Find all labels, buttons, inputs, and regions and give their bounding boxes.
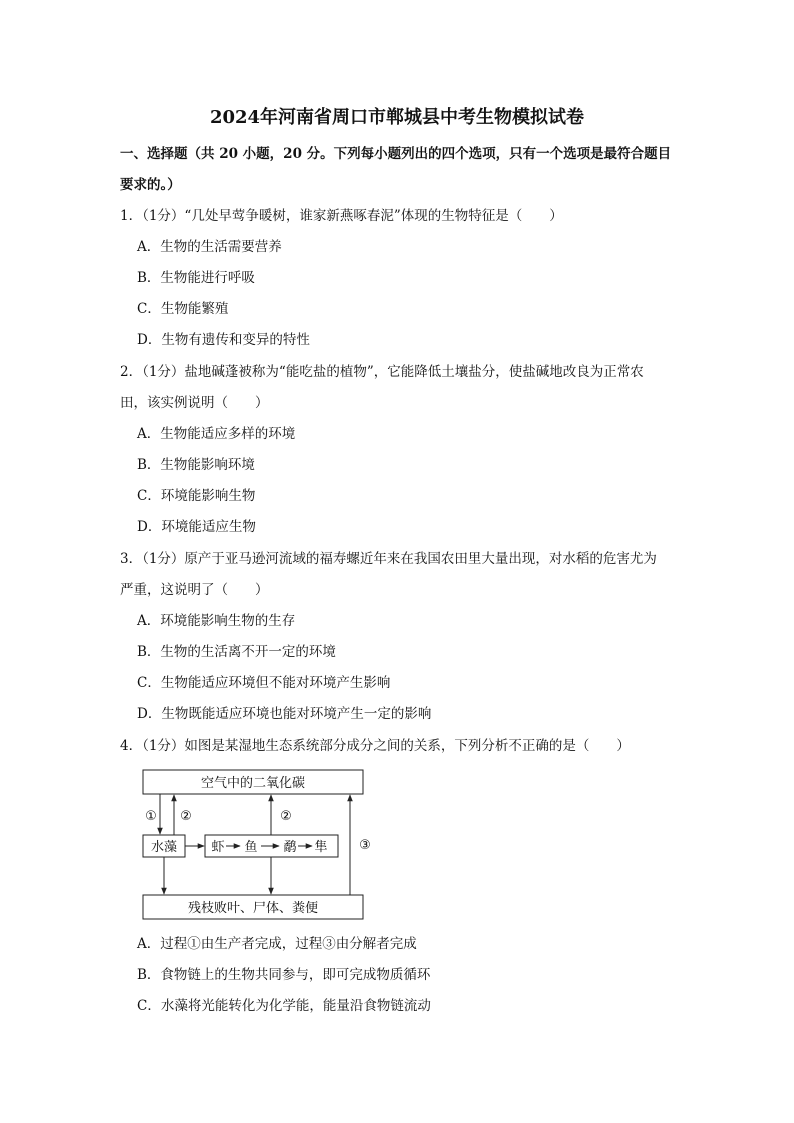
- question-4-option-b: B．食物链上的生物共同参与，即可完成物质循环: [137, 967, 431, 983]
- question-3-option-c: C．生物能适应环境但不能对环境产生影响: [137, 675, 391, 691]
- label-2-left: ②: [180, 809, 192, 824]
- question-2-option-c: C．环境能影响生物: [137, 488, 256, 504]
- chain-item-falcon: 隼: [314, 840, 328, 855]
- question-2-option-d: D．环境能适应生物: [137, 519, 256, 535]
- question-1-option-a: A．生物的生活需要营养: [137, 239, 282, 255]
- detritus-box-label: 残枝败叶、尸体、粪便: [187, 901, 319, 916]
- question-3-option-d: D．生物既能适应环境也能对环境产生一定的影响: [137, 706, 432, 722]
- chain-item-fish: 鱼: [244, 840, 258, 855]
- section-heading-line1: 一、选择题（共 20 小题，20 分。下列每小题列出的四个选项，只有一个选项是最符合题目: [120, 146, 672, 162]
- question-4-option-c: C．水藻将光能转化为化学能，能量沿食物链流动: [137, 998, 431, 1014]
- question-4-stem: 4．（1分）如图是某湿地生态系统部分成分之间的关系，下列分析不正确的是（ ）: [120, 738, 630, 754]
- section-heading-line2: 要求的。）: [120, 177, 181, 193]
- producer-label: 水藻: [150, 840, 178, 855]
- question-2-option-b: B．生物能影响环境: [137, 457, 255, 473]
- chain-item-sandpiper: 鹬: [283, 840, 297, 855]
- question-2-stem-line2: 田，该实例说明（ ）: [120, 395, 269, 411]
- exam-title: 2024年河南省周口市郸城县中考生物模拟试卷: [209, 107, 585, 128]
- question-1-stem: 1．（1分）“几处早莺争暖树，谁家新燕啄春泥”体现的生物特征是（ ）: [120, 208, 563, 224]
- chain-item-shrimp: 虾: [211, 840, 225, 855]
- question-1-option-d: D．生物有遗传和变异的特性: [137, 332, 310, 348]
- ecosystem-diagram: [130, 762, 380, 930]
- question-3-option-b: B．生物的生活离不开一定的环境: [137, 644, 336, 660]
- question-3-stem-line2: 严重，这说明了（ ）: [120, 582, 269, 598]
- question-3-option-a: A．环境能影响生物的生存: [137, 613, 296, 629]
- question-3-stem-line1: 3．（1分）原产于亚马逊河流域的福寿螺近年来在我国农田里大量出现，对水稻的危害尤为: [120, 551, 657, 567]
- question-2-option-a: A．生物能适应多样的环境: [137, 426, 296, 442]
- label-2-right: ②: [280, 809, 292, 824]
- question-4-option-a: A．过程①由生产者完成，过程③由分解者完成: [137, 936, 417, 952]
- question-1-option-b: B．生物能进行呼吸: [137, 270, 255, 286]
- label-1: ①: [145, 809, 157, 824]
- co2-box-label: 空气中的二氧化碳: [200, 776, 306, 791]
- label-3: ③: [359, 838, 371, 853]
- question-2-stem-line1: 2．（1分）盐地碱蓬被称为“能吃盐的植物”，它能降低土壤盐分，使盐碱地改良为正常农: [120, 364, 644, 380]
- question-1-option-c: C．生物能繁殖: [137, 301, 229, 317]
